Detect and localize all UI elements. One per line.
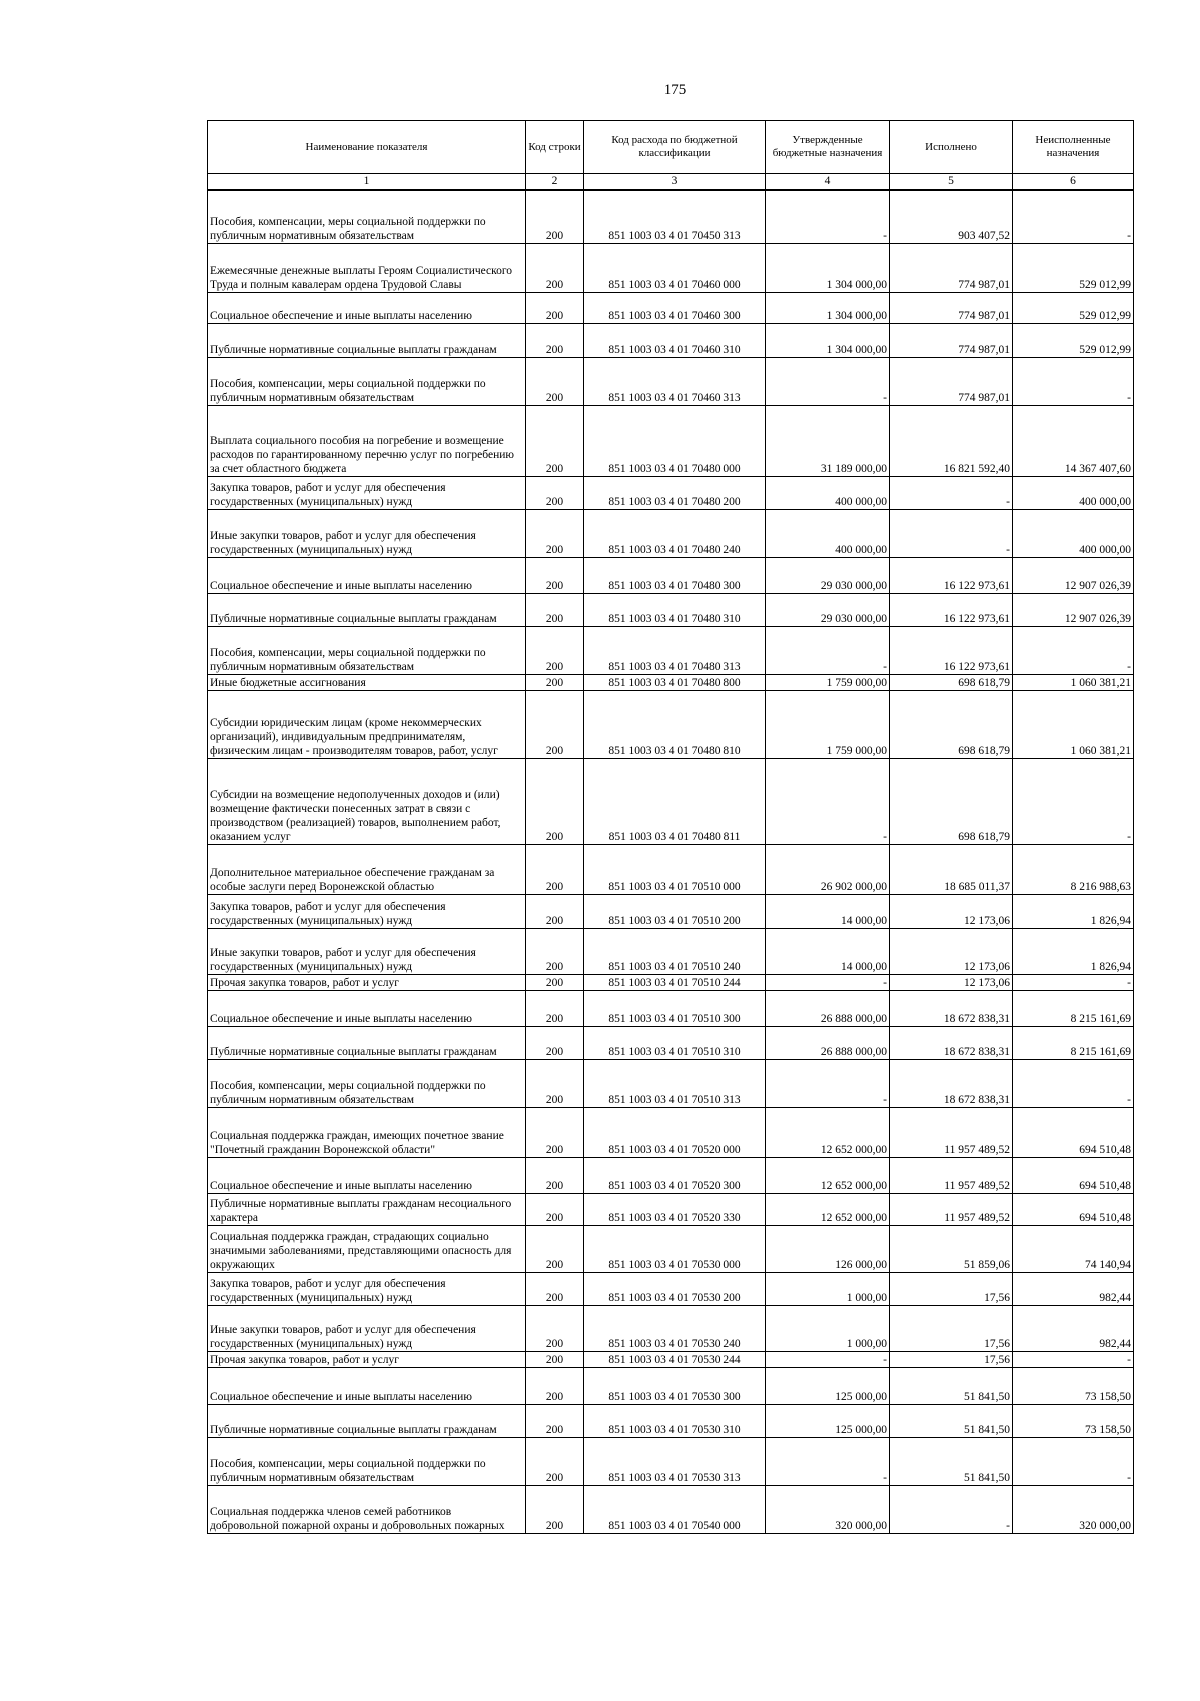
cell-unexecuted: 982,44 bbox=[1013, 1305, 1134, 1351]
cell-line-code: 200 bbox=[526, 292, 584, 323]
cell-line-code: 200 bbox=[526, 323, 584, 357]
cell-budget-code: 851 1003 03 4 01 70530 300 bbox=[584, 1367, 766, 1404]
cell-line-code: 200 bbox=[526, 974, 584, 990]
cell-executed: 16 122 973,61 bbox=[890, 593, 1013, 626]
cell-unexecuted: - bbox=[1013, 1351, 1134, 1367]
cell-indicator-name: Иные бюджетные ассигнования bbox=[208, 674, 526, 690]
cell-indicator-name: Социальная поддержка членов семей работников добровольной пожарной охраны и добровольных пожарных bbox=[208, 1485, 526, 1533]
budget-report-table bbox=[207, 120, 1134, 1534]
header-executed: Исполнено bbox=[890, 121, 1013, 174]
cell-unexecuted: 8 215 161,69 bbox=[1013, 1026, 1134, 1059]
cell-executed: - bbox=[890, 509, 1013, 557]
table-row bbox=[208, 557, 1134, 593]
cell-unexecuted: - bbox=[1013, 758, 1134, 844]
cell-line-code: 200 bbox=[526, 674, 584, 690]
cell-budget-code: 851 1003 03 4 01 70510 310 bbox=[584, 1026, 766, 1059]
cell-indicator-name: Пособия, компенсации, меры социальной поддержки по публичным нормативным обязательствам bbox=[208, 626, 526, 674]
table-row bbox=[208, 974, 1134, 990]
table-row bbox=[208, 323, 1134, 357]
column-number: 2 bbox=[526, 174, 584, 191]
cell-line-code: 200 bbox=[526, 1272, 584, 1305]
table-row bbox=[208, 243, 1134, 292]
cell-budget-code: 851 1003 03 4 01 70510 300 bbox=[584, 990, 766, 1026]
cell-unexecuted: 12 907 026,39 bbox=[1013, 557, 1134, 593]
cell-line-code: 200 bbox=[526, 476, 584, 509]
cell-executed: 18 672 838,31 bbox=[890, 1059, 1013, 1107]
column-number: 4 bbox=[766, 174, 890, 191]
cell-indicator-name: Иные закупки товаров, работ и услуг для обеспечения государственных (муниципальных) нужд bbox=[208, 928, 526, 974]
cell-executed: 51 841,50 bbox=[890, 1367, 1013, 1404]
cell-executed: 903 407,52 bbox=[890, 190, 1013, 243]
cell-executed: 12 173,06 bbox=[890, 894, 1013, 928]
cell-line-code: 200 bbox=[526, 509, 584, 557]
table-row bbox=[208, 690, 1134, 758]
cell-indicator-name: Прочая закупка товаров, работ и услуг bbox=[208, 1351, 526, 1367]
cell-executed: 774 987,01 bbox=[890, 243, 1013, 292]
cell-budget-code: 851 1003 03 4 01 70480 310 bbox=[584, 593, 766, 626]
cell-line-code: 200 bbox=[526, 1437, 584, 1485]
cell-indicator-name: Социальное обеспечение и иные выплаты населению bbox=[208, 1367, 526, 1404]
cell-approved: 126 000,00 bbox=[766, 1225, 890, 1272]
cell-budget-code: 851 1003 03 4 01 70480 800 bbox=[584, 674, 766, 690]
cell-budget-code: 851 1003 03 4 01 70530 313 bbox=[584, 1437, 766, 1485]
cell-indicator-name: Дополнительное материальное обеспечение гражданам за особые заслуги перед Воронежской областью bbox=[208, 844, 526, 894]
cell-indicator-name: Социальная поддержка граждан, страдающих социально значимыми заболеваниями, представляющими опасность для окружающих bbox=[208, 1225, 526, 1272]
cell-line-code: 200 bbox=[526, 1107, 584, 1157]
cell-indicator-name: Публичные нормативные выплаты гражданам несоциального характера bbox=[208, 1193, 526, 1225]
table-row bbox=[208, 1026, 1134, 1059]
cell-executed: 51 841,50 bbox=[890, 1404, 1013, 1437]
cell-approved: 125 000,00 bbox=[766, 1367, 890, 1404]
cell-executed: 16 821 592,40 bbox=[890, 405, 1013, 476]
cell-indicator-name: Закупка товаров, работ и услуг для обеспечения государственных (муниципальных) нужд bbox=[208, 476, 526, 509]
cell-indicator-name: Публичные нормативные социальные выплаты гражданам bbox=[208, 1404, 526, 1437]
cell-budget-code: 851 1003 03 4 01 70480 810 bbox=[584, 690, 766, 758]
cell-unexecuted: 73 158,50 bbox=[1013, 1404, 1134, 1437]
cell-budget-code: 851 1003 03 4 01 70480 000 bbox=[584, 405, 766, 476]
cell-executed: 774 987,01 bbox=[890, 323, 1013, 357]
cell-unexecuted: - bbox=[1013, 190, 1134, 243]
cell-budget-code: 851 1003 03 4 01 70480 811 bbox=[584, 758, 766, 844]
table-row bbox=[208, 990, 1134, 1026]
cell-budget-code: 851 1003 03 4 01 70510 313 bbox=[584, 1059, 766, 1107]
cell-line-code: 200 bbox=[526, 1305, 584, 1351]
cell-budget-code: 851 1003 03 4 01 70480 313 bbox=[584, 626, 766, 674]
cell-budget-code: 851 1003 03 4 01 70450 313 bbox=[584, 190, 766, 243]
cell-unexecuted: 694 510,48 bbox=[1013, 1193, 1134, 1225]
cell-indicator-name: Пособия, компенсации, меры социальной поддержки по публичным нормативным обязательствам bbox=[208, 190, 526, 243]
cell-indicator-name: Социальное обеспечение и иные выплаты населению bbox=[208, 990, 526, 1026]
cell-indicator-name: Выплата социального пособия на погребение и возмещение расходов по гарантированному перечню услуг по погребению за счет областного бюджета bbox=[208, 405, 526, 476]
cell-indicator-name: Публичные нормативные социальные выплаты гражданам bbox=[208, 1026, 526, 1059]
cell-executed: 774 987,01 bbox=[890, 292, 1013, 323]
cell-budget-code: 851 1003 03 4 01 70460 000 bbox=[584, 243, 766, 292]
cell-unexecuted: 14 367 407,60 bbox=[1013, 405, 1134, 476]
cell-indicator-name: Субсидии юридическим лицам (кроме некоммерческих организаций), индивидуальным предпринимателям, физическим лицам - производителям товаров, работ, услуг bbox=[208, 690, 526, 758]
cell-line-code: 200 bbox=[526, 593, 584, 626]
cell-approved: 12 652 000,00 bbox=[766, 1193, 890, 1225]
header-unexecuted: Неисполненные назначения bbox=[1013, 121, 1134, 174]
cell-budget-code: 851 1003 03 4 01 70510 240 bbox=[584, 928, 766, 974]
cell-line-code: 200 bbox=[526, 557, 584, 593]
cell-unexecuted: 694 510,48 bbox=[1013, 1157, 1134, 1193]
table-row bbox=[208, 1404, 1134, 1437]
cell-indicator-name: Публичные нормативные социальные выплаты гражданам bbox=[208, 323, 526, 357]
cell-executed: 51 841,50 bbox=[890, 1437, 1013, 1485]
cell-budget-code: 851 1003 03 4 01 70520 330 bbox=[584, 1193, 766, 1225]
table-row bbox=[208, 593, 1134, 626]
cell-unexecuted: 529 012,99 bbox=[1013, 323, 1134, 357]
cell-unexecuted: 1 060 381,21 bbox=[1013, 690, 1134, 758]
cell-indicator-name: Иные закупки товаров, работ и услуг для обеспечения государственных (муниципальных) нужд bbox=[208, 509, 526, 557]
cell-budget-code: 851 1003 03 4 01 70460 310 bbox=[584, 323, 766, 357]
cell-indicator-name: Социальное обеспечение и иные выплаты населению bbox=[208, 292, 526, 323]
cell-approved: 1 304 000,00 bbox=[766, 243, 890, 292]
table-row bbox=[208, 674, 1134, 690]
cell-unexecuted: - bbox=[1013, 1437, 1134, 1485]
cell-indicator-name: Ежемесячные денежные выплаты Героям Социалистического Труда и полным кавалерам ордена Трудовой Славы bbox=[208, 243, 526, 292]
cell-line-code: 200 bbox=[526, 928, 584, 974]
cell-line-code: 200 bbox=[526, 990, 584, 1026]
cell-approved: - bbox=[766, 190, 890, 243]
page-number: 175 bbox=[663, 82, 687, 98]
cell-indicator-name: Иные закупки товаров, работ и услуг для обеспечения государственных (муниципальных) нужд bbox=[208, 1305, 526, 1351]
cell-executed: - bbox=[890, 1485, 1013, 1533]
cell-unexecuted: 1 826,94 bbox=[1013, 928, 1134, 974]
cell-unexecuted: - bbox=[1013, 626, 1134, 674]
cell-unexecuted: 400 000,00 bbox=[1013, 509, 1134, 557]
cell-executed: 16 122 973,61 bbox=[890, 557, 1013, 593]
cell-approved: 14 000,00 bbox=[766, 928, 890, 974]
cell-indicator-name: Пособия, компенсации, меры социальной поддержки по публичным нормативным обязательствам bbox=[208, 1437, 526, 1485]
cell-line-code: 200 bbox=[526, 1026, 584, 1059]
cell-executed: 698 618,79 bbox=[890, 674, 1013, 690]
table-row bbox=[208, 1059, 1134, 1107]
cell-budget-code: 851 1003 03 4 01 70530 244 bbox=[584, 1351, 766, 1367]
cell-budget-code: 851 1003 03 4 01 70530 200 bbox=[584, 1272, 766, 1305]
column-number: 6 bbox=[1013, 174, 1134, 191]
cell-indicator-name: Закупка товаров, работ и услуг для обеспечения государственных (муниципальных) нужд bbox=[208, 1272, 526, 1305]
cell-line-code: 200 bbox=[526, 1367, 584, 1404]
cell-indicator-name: Закупка товаров, работ и услуг для обеспечения государственных (муниципальных) нужд bbox=[208, 894, 526, 928]
cell-approved: - bbox=[766, 1351, 890, 1367]
cell-budget-code: 851 1003 03 4 01 70460 300 bbox=[584, 292, 766, 323]
cell-executed: 774 987,01 bbox=[890, 357, 1013, 405]
cell-budget-code: 851 1003 03 4 01 70480 240 bbox=[584, 509, 766, 557]
cell-indicator-name: Пособия, компенсации, меры социальной поддержки по публичным нормативным обязательствам bbox=[208, 1059, 526, 1107]
cell-approved: 1 759 000,00 bbox=[766, 690, 890, 758]
cell-indicator-name: Прочая закупка товаров, работ и услуг bbox=[208, 974, 526, 990]
cell-approved: 1 304 000,00 bbox=[766, 323, 890, 357]
cell-line-code: 200 bbox=[526, 1225, 584, 1272]
cell-executed: 12 173,06 bbox=[890, 928, 1013, 974]
cell-executed: 17,56 bbox=[890, 1272, 1013, 1305]
table-row bbox=[208, 405, 1134, 476]
cell-budget-code: 851 1003 03 4 01 70480 200 bbox=[584, 476, 766, 509]
cell-executed: 18 672 838,31 bbox=[890, 1026, 1013, 1059]
cell-executed: 11 957 489,52 bbox=[890, 1107, 1013, 1157]
cell-unexecuted: - bbox=[1013, 1059, 1134, 1107]
cell-executed: 698 618,79 bbox=[890, 690, 1013, 758]
cell-budget-code: 851 1003 03 4 01 70520 300 bbox=[584, 1157, 766, 1193]
cell-approved: 14 000,00 bbox=[766, 894, 890, 928]
cell-line-code: 200 bbox=[526, 844, 584, 894]
cell-budget-code: 851 1003 03 4 01 70530 240 bbox=[584, 1305, 766, 1351]
cell-unexecuted: 529 012,99 bbox=[1013, 292, 1134, 323]
cell-line-code: 200 bbox=[526, 1157, 584, 1193]
table-row bbox=[208, 626, 1134, 674]
header-budget-code: Код расхода по бюджетной классификации bbox=[584, 121, 766, 174]
cell-approved: 12 652 000,00 bbox=[766, 1157, 890, 1193]
cell-approved: 26 902 000,00 bbox=[766, 844, 890, 894]
table-row bbox=[208, 928, 1134, 974]
cell-unexecuted: 320 000,00 bbox=[1013, 1485, 1134, 1533]
cell-line-code: 200 bbox=[526, 894, 584, 928]
cell-unexecuted: 1 826,94 bbox=[1013, 894, 1134, 928]
cell-unexecuted: 8 216 988,63 bbox=[1013, 844, 1134, 894]
cell-approved: - bbox=[766, 357, 890, 405]
cell-indicator-name: Пособия, компенсации, меры социальной поддержки по публичным нормативным обязательствам bbox=[208, 357, 526, 405]
cell-unexecuted: - bbox=[1013, 974, 1134, 990]
column-number-row bbox=[208, 174, 1134, 191]
cell-approved: 320 000,00 bbox=[766, 1485, 890, 1533]
cell-executed: 16 122 973,61 bbox=[890, 626, 1013, 674]
table-row bbox=[208, 1193, 1134, 1225]
table-row bbox=[208, 476, 1134, 509]
cell-budget-code: 851 1003 03 4 01 70530 000 bbox=[584, 1225, 766, 1272]
cell-unexecuted: 529 012,99 bbox=[1013, 243, 1134, 292]
cell-indicator-name: Публичные нормативные социальные выплаты гражданам bbox=[208, 593, 526, 626]
report-table-wrapper bbox=[207, 120, 1133, 1534]
cell-approved: 1 304 000,00 bbox=[766, 292, 890, 323]
column-number: 5 bbox=[890, 174, 1013, 191]
cell-indicator-name: Социальное обеспечение и иные выплаты населению bbox=[208, 1157, 526, 1193]
table-row bbox=[208, 357, 1134, 405]
cell-unexecuted: 8 215 161,69 bbox=[1013, 990, 1134, 1026]
cell-budget-code: 851 1003 03 4 01 70510 000 bbox=[584, 844, 766, 894]
cell-executed: 11 957 489,52 bbox=[890, 1193, 1013, 1225]
cell-line-code: 200 bbox=[526, 405, 584, 476]
table-row bbox=[208, 292, 1134, 323]
cell-line-code: 200 bbox=[526, 243, 584, 292]
cell-executed: 11 957 489,52 bbox=[890, 1157, 1013, 1193]
cell-executed: 51 859,06 bbox=[890, 1225, 1013, 1272]
cell-budget-code: 851 1003 03 4 01 70480 300 bbox=[584, 557, 766, 593]
cell-line-code: 200 bbox=[526, 1193, 584, 1225]
cell-line-code: 200 bbox=[526, 1485, 584, 1533]
cell-line-code: 200 bbox=[526, 1404, 584, 1437]
table-row bbox=[208, 1437, 1134, 1485]
table-row bbox=[208, 844, 1134, 894]
table-header-row bbox=[208, 121, 1134, 174]
cell-approved: 26 888 000,00 bbox=[766, 990, 890, 1026]
cell-executed: 17,56 bbox=[890, 1305, 1013, 1351]
cell-executed: 17,56 bbox=[890, 1351, 1013, 1367]
cell-unexecuted: 694 510,48 bbox=[1013, 1107, 1134, 1157]
cell-unexecuted: 1 060 381,21 bbox=[1013, 674, 1134, 690]
header-line-code: Код строки bbox=[526, 121, 584, 174]
table-row bbox=[208, 1157, 1134, 1193]
table-row bbox=[208, 1351, 1134, 1367]
cell-approved: 400 000,00 bbox=[766, 476, 890, 509]
cell-unexecuted: 73 158,50 bbox=[1013, 1367, 1134, 1404]
cell-unexecuted: 12 907 026,39 bbox=[1013, 593, 1134, 626]
cell-unexecuted: - bbox=[1013, 357, 1134, 405]
cell-line-code: 200 bbox=[526, 758, 584, 844]
cell-line-code: 200 bbox=[526, 357, 584, 405]
cell-indicator-name: Социальная поддержка граждан, имеющих почетное звание "Почетный гражданин Воронежской области" bbox=[208, 1107, 526, 1157]
header-approved: Утвержденные бюджетные назначения bbox=[766, 121, 890, 174]
cell-approved: - bbox=[766, 758, 890, 844]
cell-approved: - bbox=[766, 974, 890, 990]
column-number: 1 bbox=[208, 174, 526, 191]
cell-approved: 400 000,00 bbox=[766, 509, 890, 557]
column-number: 3 bbox=[584, 174, 766, 191]
cell-indicator-name: Субсидии на возмещение недополученных доходов и (или) возмещение фактически понесенных затрат в связи с производством (реализацией) товаров, выполнением работ, оказанием услуг bbox=[208, 758, 526, 844]
cell-executed: 698 618,79 bbox=[890, 758, 1013, 844]
cell-approved: - bbox=[766, 1437, 890, 1485]
cell-line-code: 200 bbox=[526, 1351, 584, 1367]
cell-unexecuted: 400 000,00 bbox=[1013, 476, 1134, 509]
cell-approved: 26 888 000,00 bbox=[766, 1026, 890, 1059]
table-row bbox=[208, 509, 1134, 557]
cell-approved: 1 759 000,00 bbox=[766, 674, 890, 690]
cell-approved: 12 652 000,00 bbox=[766, 1107, 890, 1157]
cell-approved: 1 000,00 bbox=[766, 1305, 890, 1351]
cell-budget-code: 851 1003 03 4 01 70510 200 bbox=[584, 894, 766, 928]
cell-approved: 1 000,00 bbox=[766, 1272, 890, 1305]
cell-line-code: 200 bbox=[526, 190, 584, 243]
table-body bbox=[208, 190, 1134, 1533]
cell-budget-code: 851 1003 03 4 01 70510 244 bbox=[584, 974, 766, 990]
cell-executed: 18 685 011,37 bbox=[890, 844, 1013, 894]
cell-unexecuted: 74 140,94 bbox=[1013, 1225, 1134, 1272]
table-row bbox=[208, 1272, 1134, 1305]
cell-budget-code: 851 1003 03 4 01 70460 313 bbox=[584, 357, 766, 405]
table-row bbox=[208, 1305, 1134, 1351]
cell-indicator-name: Социальное обеспечение и иные выплаты населению bbox=[208, 557, 526, 593]
cell-approved: - bbox=[766, 1059, 890, 1107]
cell-approved: 29 030 000,00 bbox=[766, 557, 890, 593]
table-row bbox=[208, 1107, 1134, 1157]
cell-approved: - bbox=[766, 626, 890, 674]
cell-line-code: 200 bbox=[526, 626, 584, 674]
table-row bbox=[208, 1485, 1134, 1533]
table-row bbox=[208, 894, 1134, 928]
cell-budget-code: 851 1003 03 4 01 70530 310 bbox=[584, 1404, 766, 1437]
table-row bbox=[208, 190, 1134, 243]
cell-approved: 31 189 000,00 bbox=[766, 405, 890, 476]
table-row bbox=[208, 1367, 1134, 1404]
cell-line-code: 200 bbox=[526, 1059, 584, 1107]
cell-line-code: 200 bbox=[526, 690, 584, 758]
header-indicator-name: Наименование показателя bbox=[208, 121, 526, 174]
cell-executed: 18 672 838,31 bbox=[890, 990, 1013, 1026]
table-row bbox=[208, 1225, 1134, 1272]
cell-budget-code: 851 1003 03 4 01 70540 000 bbox=[584, 1485, 766, 1533]
cell-unexecuted: 982,44 bbox=[1013, 1272, 1134, 1305]
cell-budget-code: 851 1003 03 4 01 70520 000 bbox=[584, 1107, 766, 1157]
cell-approved: 125 000,00 bbox=[766, 1404, 890, 1437]
cell-approved: 29 030 000,00 bbox=[766, 593, 890, 626]
cell-executed: - bbox=[890, 476, 1013, 509]
cell-executed: 12 173,06 bbox=[890, 974, 1013, 990]
table-row bbox=[208, 758, 1134, 844]
